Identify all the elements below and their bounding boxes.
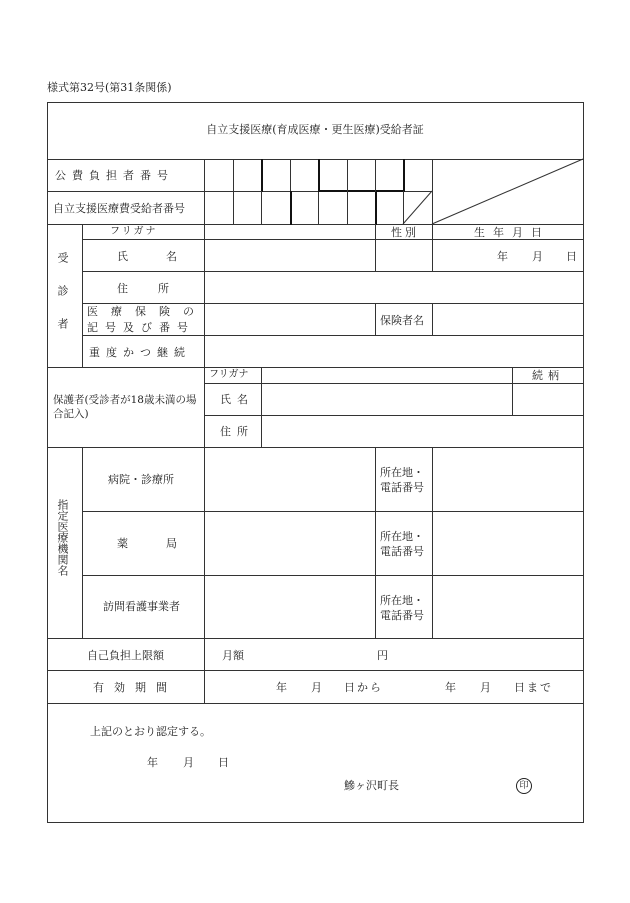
guardian-label: 保護者(受診者が18歳未満の場合記入) bbox=[53, 394, 197, 420]
certificate-title: 自立支援医療(育成医療・更生医療)受給者証 bbox=[206, 123, 424, 136]
birth-month: 月 bbox=[532, 250, 543, 263]
relation-label: 続柄 bbox=[532, 369, 564, 382]
patient-furigana-label: フリガナ bbox=[110, 226, 158, 237]
pharmacy-location-1: 所在地・ bbox=[380, 530, 424, 543]
from-day: 日から bbox=[344, 681, 383, 694]
validity-label: 有効期間 bbox=[93, 681, 177, 694]
limit-label: 自己負担上限額 bbox=[87, 649, 164, 662]
insurance-label-1: 医療保険の bbox=[87, 305, 207, 318]
issuer-name: 鰺ヶ沢町長 bbox=[344, 779, 399, 792]
nursing-label: 訪問看護事業者 bbox=[103, 600, 180, 613]
birth-year: 年 bbox=[497, 250, 508, 263]
birthdate-label: 生年月日 bbox=[474, 226, 550, 239]
public-expense-no-label: 公費負担者番号 bbox=[55, 169, 174, 182]
patient-address-label: 住所 bbox=[117, 282, 199, 295]
facility-group-label: 指定医療機関名 bbox=[56, 499, 69, 576]
certification-statement: 上記のとおり認定する。 bbox=[90, 725, 211, 738]
patient-name-label: 氏名 bbox=[117, 250, 215, 263]
guardian-furigana-label: フリガナ bbox=[209, 369, 249, 380]
cert-year: 年 bbox=[147, 756, 158, 769]
pharmacy-location-2: 電話番号 bbox=[380, 545, 424, 558]
cert-day: 日 bbox=[218, 756, 229, 769]
guardian-address-label: 住所 bbox=[220, 425, 254, 438]
to-month: 月 bbox=[480, 681, 491, 694]
nursing-location-1: 所在地・ bbox=[380, 594, 424, 607]
limit-monthly: 月額 bbox=[222, 649, 244, 662]
patient-group-label: 受診者 bbox=[56, 252, 69, 351]
to-day: 日まで bbox=[514, 681, 553, 694]
hospital-label: 病院・診療所 bbox=[108, 473, 174, 486]
birth-day: 日 bbox=[566, 250, 577, 263]
hospital-location-2: 電話番号 bbox=[380, 481, 424, 494]
recipient-no-label: 自立支援医療費受給者番号 bbox=[53, 202, 185, 215]
insurance-label-2: 記号及び番号 bbox=[87, 321, 195, 334]
pharmacy-label: 薬局 bbox=[117, 537, 215, 550]
nursing-location-2: 電話番号 bbox=[380, 609, 424, 622]
sex-label: 性別 bbox=[391, 226, 419, 239]
from-month: 月 bbox=[311, 681, 322, 694]
hospital-location-1: 所在地・ bbox=[380, 466, 424, 479]
limit-yen: 円 bbox=[377, 649, 388, 662]
to-year: 年 bbox=[445, 681, 456, 694]
seal-mark: 印 bbox=[516, 778, 532, 794]
cert-month: 月 bbox=[183, 756, 194, 769]
insurer-label: 保険者名 bbox=[380, 314, 424, 327]
guardian-name-label: 氏名 bbox=[220, 393, 254, 406]
form-number: 様式第32号(第31条関係) bbox=[47, 81, 172, 94]
severe-continuous-label: 重度かつ継続 bbox=[89, 346, 191, 359]
from-year: 年 bbox=[276, 681, 287, 694]
